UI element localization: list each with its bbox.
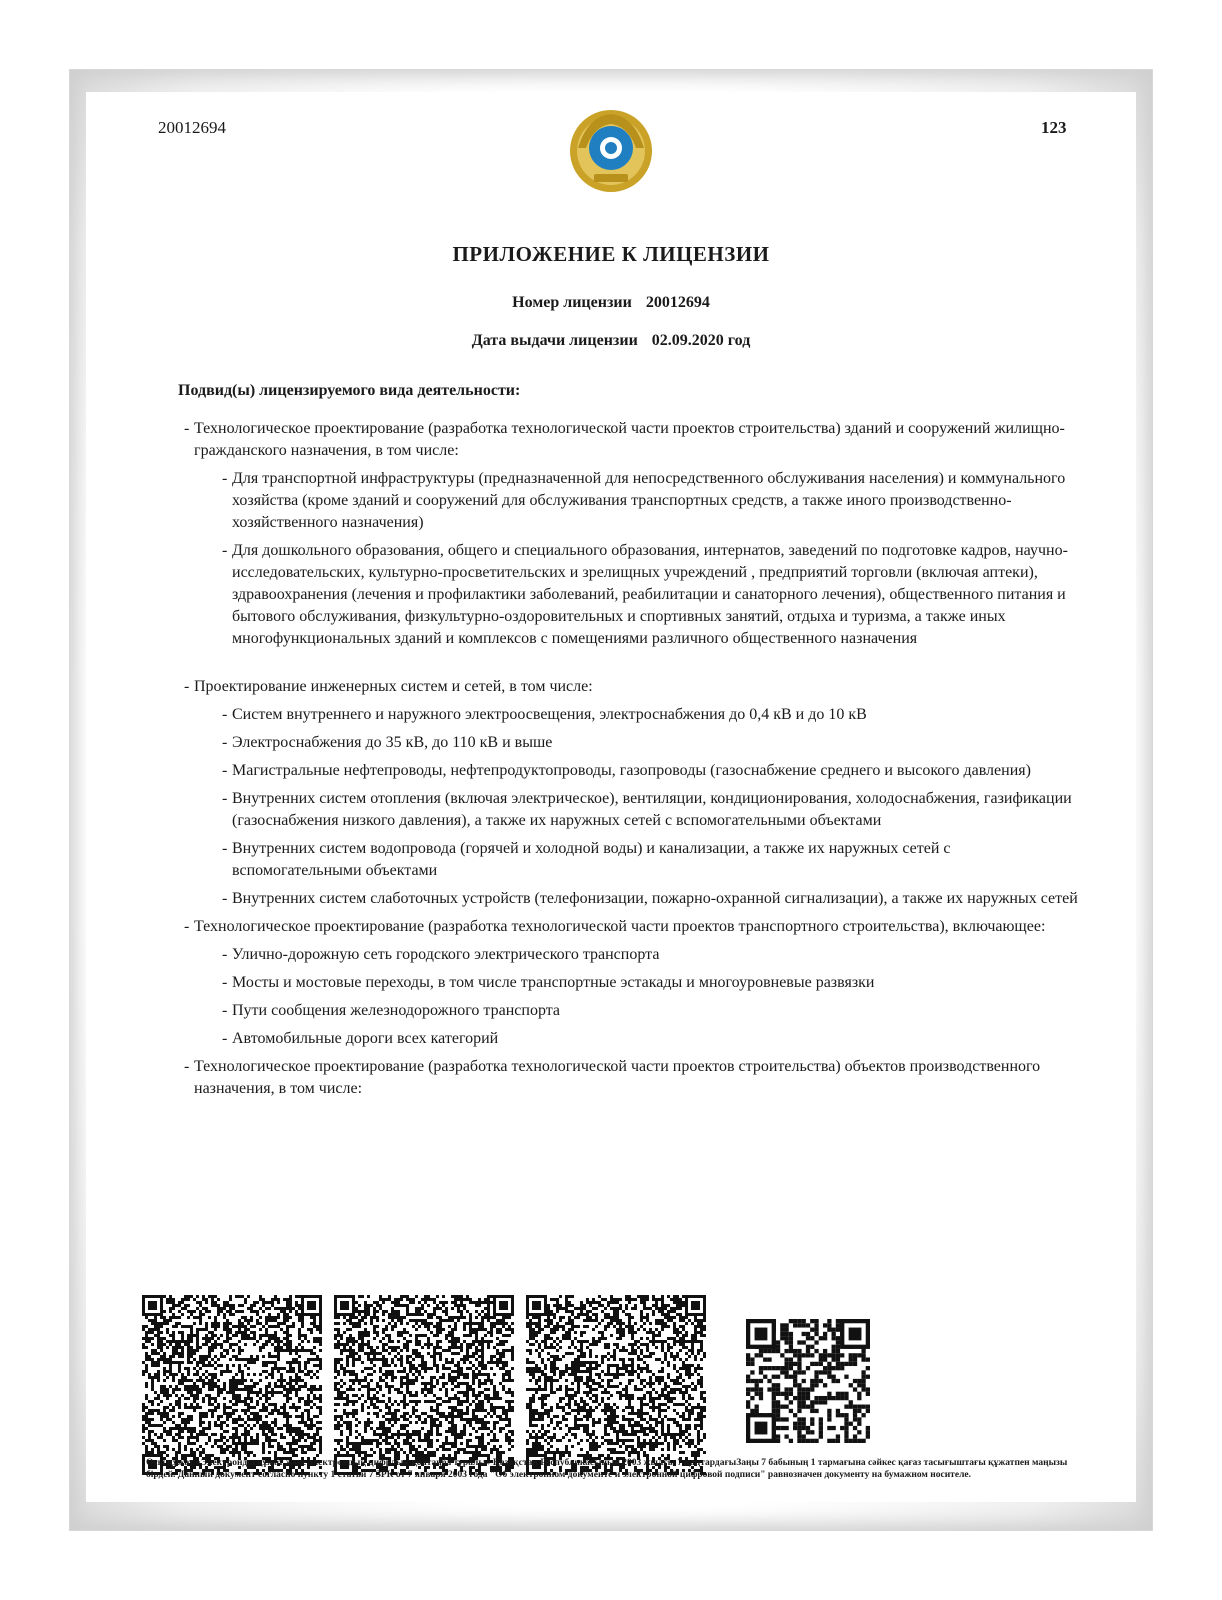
activity-list bbox=[182, 418, 1082, 1106]
list-subitem: - Внутренних систем слаботочных устройств (телефонизации, пожарно-охранной сигнализации), а также их наружных сетей bbox=[222, 890, 1078, 907]
list-subitem: - Внутренних систем водопровода (горячей и холодной воды) и канализации, а также их наружных сетей с вспомогательными объектами bbox=[222, 840, 951, 879]
list-item: - Технологическое проектирование (разработка технологической части проектов строительства) зданий и сооружений жилищно-гражданского назначения, в том числе: bbox=[184, 420, 1065, 459]
list-subitem: - Улично-дорожную сеть городского электрического транспорта bbox=[222, 946, 660, 963]
list-subitem: - Для транспортной инфраструктуры (предназначенной для непосредственного обслуживания населения) и коммунального хозяйства (кроме зданий и сооружений для обслуживания транспортных средств, а также иного производственно-хозяйственного назначения) bbox=[222, 470, 1066, 531]
list-subitem: - Внутренних систем отопления (включая электрическое), вентиляции, кондиционирования, холодоснабжения, газификации (газоснабжения низкого давления), а также их наружных сетей с вспомогательными объектами bbox=[222, 790, 1072, 829]
qr-code-icon bbox=[526, 1295, 706, 1475]
issue-date-label: Дата выдачи лицензии bbox=[471, 332, 638, 349]
license-number-row bbox=[86, 294, 1136, 312]
list-subitem: - Электроснабжения до 35 кВ, до 110 кВ и выше bbox=[222, 734, 553, 751]
list-subitem: - Магистральные нефтепроводы, нефтепродуктопроводы, газопроводы (газоснабжение среднего и высокого давления) bbox=[222, 762, 1031, 779]
document-number: 20012694 bbox=[158, 118, 226, 137]
license-number-value: 20012694 bbox=[645, 294, 710, 311]
legal-footer-note: Осы құжат «Электронды құжат және электрондық цифрлық қолтаңба туралы» Қазақстан Республикасының 2003 жылғы 7 қаңтардағыЗаңы 7 бабының 1 тармағына сәйкес қағаз тасығыштағы құжатпен маңызы бірдей. Данный документ согласно пункту 1 статьи 7 ЗРК от 7 января 2003 года "Об электронном документе и электронной цифровой подписи" равнозначен документу на бумажном носителе. bbox=[146, 1458, 1068, 1480]
section-heading: Подвид(ы) лицензируемого вида деятельности: bbox=[178, 382, 521, 399]
list-subitem: - Автомобильные дороги всех категорий bbox=[222, 1030, 499, 1047]
list-subitem: - Пути сообщения железнодорожного транспорта bbox=[222, 1002, 561, 1019]
issue-date-value: 02.09.2020 год bbox=[651, 332, 751, 349]
document-page bbox=[86, 92, 1136, 1502]
page-count: 123 bbox=[1041, 118, 1067, 137]
list-subitem: - Для дошкольного образования, общего и специального образования, интернатов, заведений по подготовке кадров, научно-исследовательских, культурно-просветительских и зрелищных учреждений , предприятий торговли (включая аптеки), здравоохранения (лечения и профилактики заболеваний, реабилитации и санаторного лечения), общественного питания и бытового обслуживания, физкультурно-оздоровительных и спортивных занятий, отдыха и туризма, а также иных многофункциональных зданий и комплексов с помещениями различного общественного назначения bbox=[222, 542, 1068, 647]
list-item: - Технологическое проектирование (разработка технологической части проектов транспортного строительства), включающее: bbox=[184, 918, 1046, 935]
list-subitem: - Мосты и мостовые переходы, в том числе транспортные эстакады и многоуровневые развязки bbox=[222, 974, 875, 991]
qr-code-icon bbox=[746, 1319, 870, 1443]
qr-code-row bbox=[142, 1295, 1102, 1455]
document-title: ПРИЛОЖЕНИЕ К ЛИЦЕНЗИИ bbox=[452, 242, 770, 266]
list-item: - Проектирование инженерных систем и сетей, в том числе: bbox=[184, 678, 593, 695]
state-emblem-icon bbox=[568, 108, 654, 194]
qr-code-icon bbox=[142, 1295, 322, 1475]
issue-date-row bbox=[86, 332, 1136, 350]
qr-code-icon bbox=[334, 1295, 514, 1475]
list-subitem: - Систем внутреннего и наружного электроосвещения, электроснабжения до 0,4 кВ и до 10 кВ bbox=[222, 706, 867, 723]
license-number-label: Номер лицензии bbox=[512, 294, 632, 311]
list-item: - Технологическое проектирование (разработка технологической части проектов строительства) объектов производственного назначения, в том числе: bbox=[184, 1058, 1041, 1097]
